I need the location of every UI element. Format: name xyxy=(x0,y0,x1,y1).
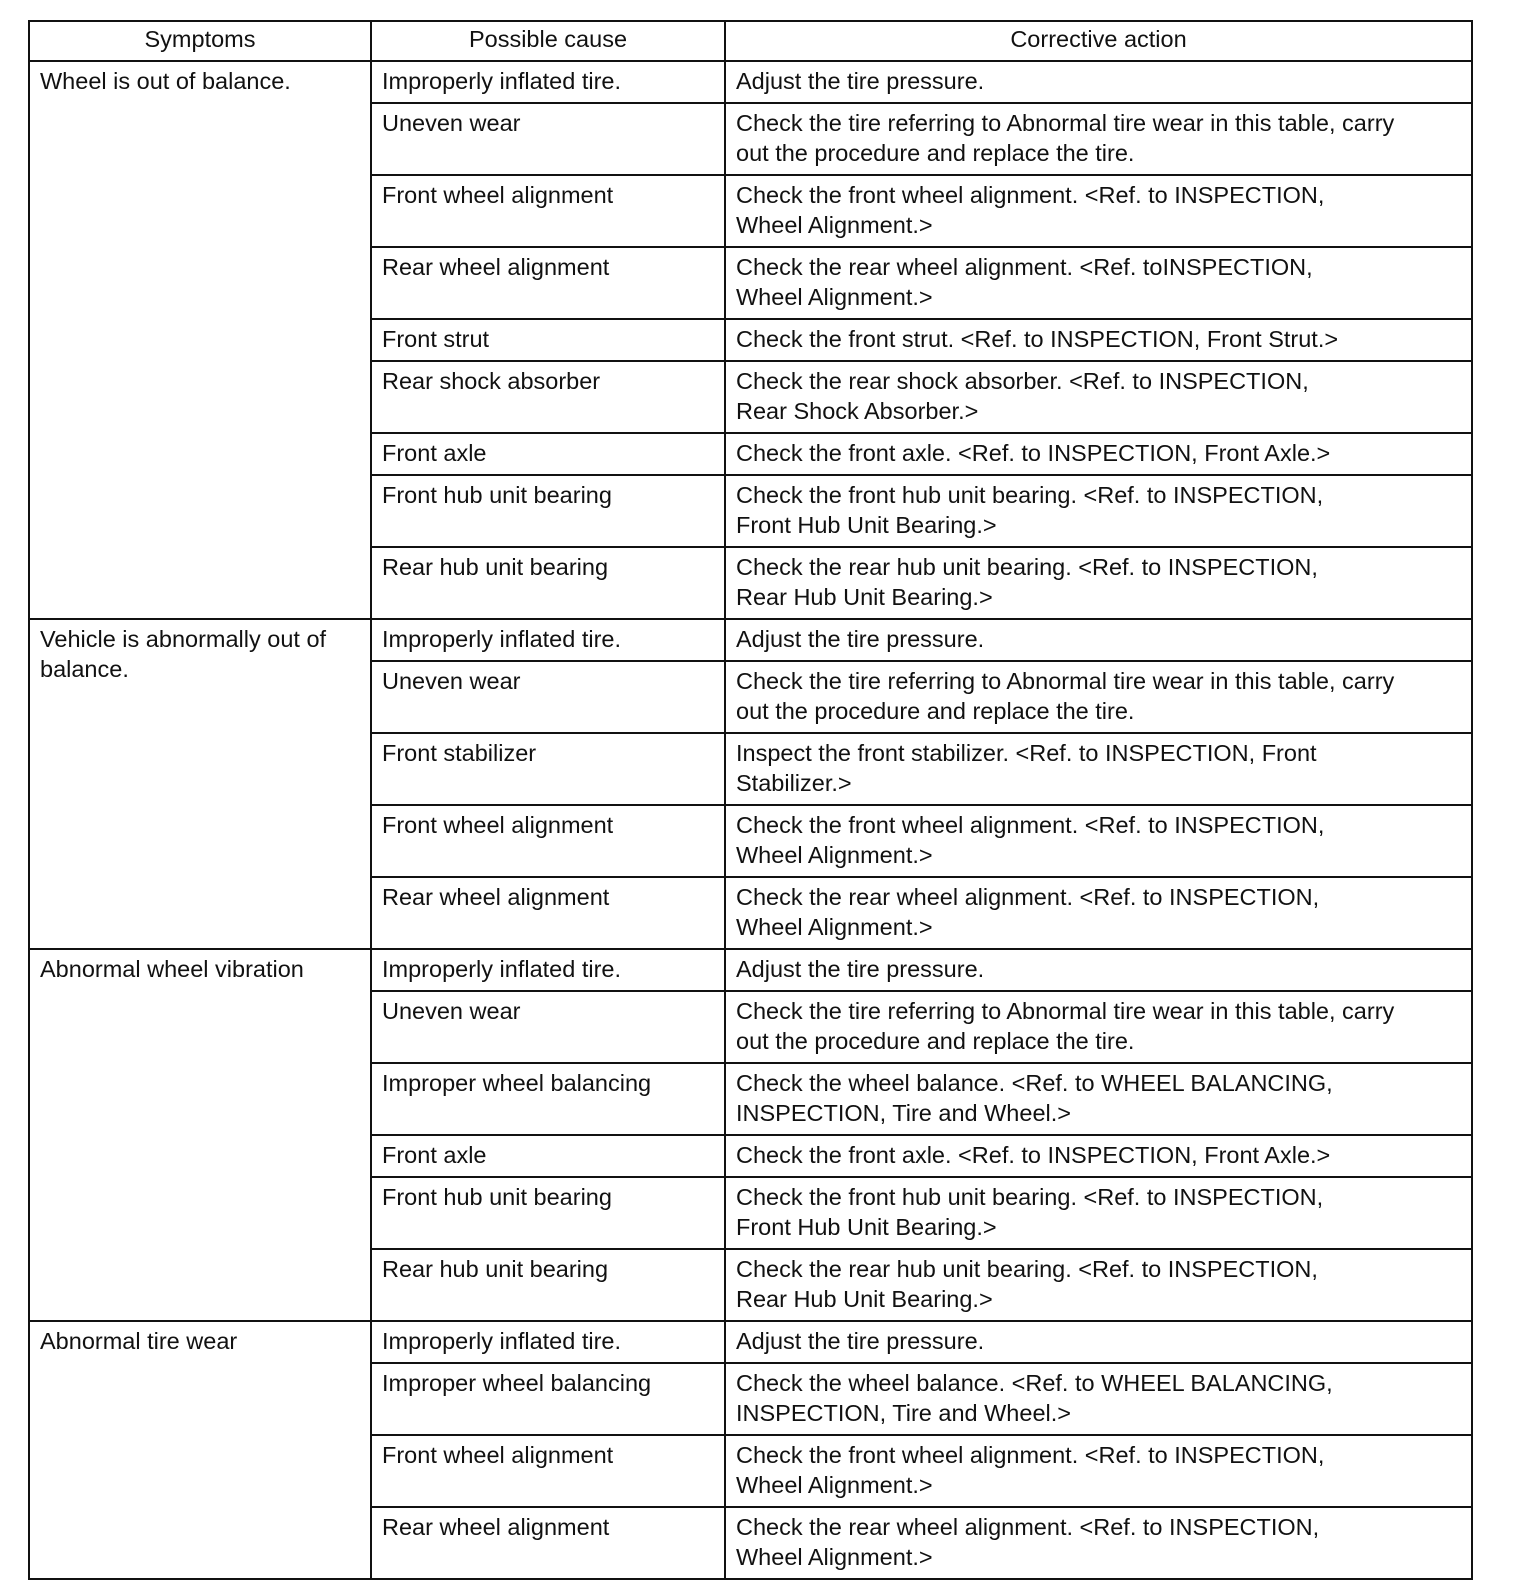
cause-cell: Front wheel alignment xyxy=(371,805,725,877)
symptom-cell: Vehicle is abnormally out of balance. xyxy=(29,619,371,949)
action-line: Check the front wheel alignment. <Ref. to INSPECTION, xyxy=(736,812,1325,838)
action-line: out the procedure and replace the tire. xyxy=(736,698,1135,724)
action-line: Check the front hub unit bearing. <Ref. to INSPECTION, xyxy=(736,482,1324,508)
cause-cell: Improperly inflated tire. xyxy=(371,619,725,661)
action-line: out the procedure and replace the tire. xyxy=(736,140,1135,166)
action-line: Check the front axle. <Ref. to INSPECTION, Front Axle.> xyxy=(736,1142,1331,1168)
action-line: Rear Shock Absorber.> xyxy=(736,398,979,424)
header-row xyxy=(29,21,1472,61)
action-cell xyxy=(725,1507,1472,1579)
action-line: Wheel Alignment.> xyxy=(736,1544,933,1570)
symptom-cell: Abnormal tire wear xyxy=(29,1321,371,1579)
action-line: Stabilizer.> xyxy=(736,770,852,796)
cause-cell: Rear shock absorber xyxy=(371,361,725,433)
cause-cell: Front wheel alignment xyxy=(371,1435,725,1507)
action-cell xyxy=(725,661,1472,733)
action-line: INSPECTION, Tire and Wheel.> xyxy=(736,1400,1071,1426)
action-line: Wheel Alignment.> xyxy=(736,1472,933,1498)
action-line: Check the wheel balance. <Ref. to WHEEL BALANCING, xyxy=(736,1370,1333,1396)
action-cell xyxy=(725,1435,1472,1507)
action-line: Check the front wheel alignment. <Ref. to INSPECTION, xyxy=(736,1442,1325,1468)
action-cell xyxy=(725,1063,1472,1135)
table-body xyxy=(29,61,1472,1579)
action-line: Wheel Alignment.> xyxy=(736,212,933,238)
cause-cell: Front hub unit bearing xyxy=(371,1177,725,1249)
cause-cell: Improper wheel balancing xyxy=(371,1063,725,1135)
action-line: Check the front strut. <Ref. to INSPECTION, Front Strut.> xyxy=(736,326,1339,352)
symptom-cell: Wheel is out of balance. xyxy=(29,61,371,619)
action-line: Check the wheel balance. <Ref. to WHEEL BALANCING, xyxy=(736,1070,1333,1096)
table-row xyxy=(29,949,1472,991)
action-line: Front Hub Unit Bearing.> xyxy=(736,512,997,538)
action-line: Check the tire referring to Abnormal tire wear in this table, carry xyxy=(736,998,1395,1024)
action-line: Check the front wheel alignment. <Ref. to INSPECTION, xyxy=(736,182,1325,208)
action-cell xyxy=(725,1363,1472,1435)
action-cell xyxy=(725,175,1472,247)
action-line: Check the front axle. <Ref. to INSPECTION, Front Axle.> xyxy=(736,440,1331,466)
action-cell xyxy=(725,319,1472,361)
action-line: Check the front hub unit bearing. <Ref. to INSPECTION, xyxy=(736,1184,1324,1210)
cause-cell: Front hub unit bearing xyxy=(371,475,725,547)
action-line: Rear Hub Unit Bearing.> xyxy=(736,584,993,610)
cause-cell: Front axle xyxy=(371,1135,725,1177)
action-cell xyxy=(725,475,1472,547)
action-line: Wheel Alignment.> xyxy=(736,914,933,940)
action-line: Front Hub Unit Bearing.> xyxy=(736,1214,997,1240)
cause-cell: Front strut xyxy=(371,319,725,361)
action-cell xyxy=(725,61,1472,103)
table-row xyxy=(29,61,1472,103)
action-line: Inspect the front stabilizer. <Ref. to INSPECTION, Front xyxy=(736,740,1317,766)
action-line: Check the rear hub unit bearing. <Ref. to INSPECTION, xyxy=(736,554,1318,580)
cause-cell: Rear wheel alignment xyxy=(371,877,725,949)
action-line: Adjust the tire pressure. xyxy=(736,68,985,94)
action-cell xyxy=(725,1321,1472,1363)
cause-cell: Improper wheel balancing xyxy=(371,1363,725,1435)
action-cell xyxy=(725,1249,1472,1321)
action-cell xyxy=(725,733,1472,805)
cause-cell: Front axle xyxy=(371,433,725,475)
action-cell xyxy=(725,991,1472,1063)
action-line: Adjust the tire pressure. xyxy=(736,956,985,982)
action-line: INSPECTION, Tire and Wheel.> xyxy=(736,1100,1071,1126)
cause-cell: Rear hub unit bearing xyxy=(371,547,725,619)
action-line: Check the tire referring to Abnormal tire wear in this table, carry xyxy=(736,668,1395,694)
action-line: Wheel Alignment.> xyxy=(736,284,933,310)
action-line: Check the rear wheel alignment. <Ref. to INSPECTION, xyxy=(736,1514,1320,1540)
action-cell xyxy=(725,547,1472,619)
action-cell xyxy=(725,877,1472,949)
action-cell xyxy=(725,1177,1472,1249)
action-line: Check the rear wheel alignment. <Ref. toINSPECTION, xyxy=(736,254,1313,280)
cause-cell: Uneven wear xyxy=(371,103,725,175)
action-cell xyxy=(725,619,1472,661)
cause-cell: Uneven wear xyxy=(371,661,725,733)
table-row xyxy=(29,1321,1472,1363)
action-cell xyxy=(725,433,1472,475)
cause-cell: Front stabilizer xyxy=(371,733,725,805)
action-line: Wheel Alignment.> xyxy=(736,842,933,868)
cause-cell: Rear wheel alignment xyxy=(371,1507,725,1579)
action-line: Check the rear wheel alignment. <Ref. to INSPECTION, xyxy=(736,884,1320,910)
action-line: Adjust the tire pressure. xyxy=(736,1328,985,1354)
action-cell xyxy=(725,103,1472,175)
action-line: Check the rear hub unit bearing. <Ref. to INSPECTION, xyxy=(736,1256,1318,1282)
action-cell xyxy=(725,1135,1472,1177)
action-cell xyxy=(725,247,1472,319)
action-cell xyxy=(725,805,1472,877)
action-line: Check the rear shock absorber. <Ref. to INSPECTION, xyxy=(736,368,1309,394)
action-line: Rear Hub Unit Bearing.> xyxy=(736,1286,993,1312)
table-row xyxy=(29,619,1472,661)
header-corrective-action: Corrective action xyxy=(725,21,1472,61)
action-cell xyxy=(725,949,1472,991)
action-line: out the procedure and replace the tire. xyxy=(736,1028,1135,1054)
action-line: Check the tire referring to Abnormal tire wear in this table, carry xyxy=(736,110,1395,136)
troubleshooting-table xyxy=(28,20,1473,1580)
cause-cell: Improperly inflated tire. xyxy=(371,61,725,103)
header-possible-cause: Possible cause xyxy=(371,21,725,61)
header-symptoms: Symptoms xyxy=(29,21,371,61)
cause-cell: Rear wheel alignment xyxy=(371,247,725,319)
symptom-cell: Abnormal wheel vibration xyxy=(29,949,371,1321)
cause-cell: Improperly inflated tire. xyxy=(371,1321,725,1363)
action-cell xyxy=(725,361,1472,433)
cause-cell: Front wheel alignment xyxy=(371,175,725,247)
cause-cell: Improperly inflated tire. xyxy=(371,949,725,991)
action-line: Adjust the tire pressure. xyxy=(736,626,985,652)
cause-cell: Uneven wear xyxy=(371,991,725,1063)
cause-cell: Rear hub unit bearing xyxy=(371,1249,725,1321)
